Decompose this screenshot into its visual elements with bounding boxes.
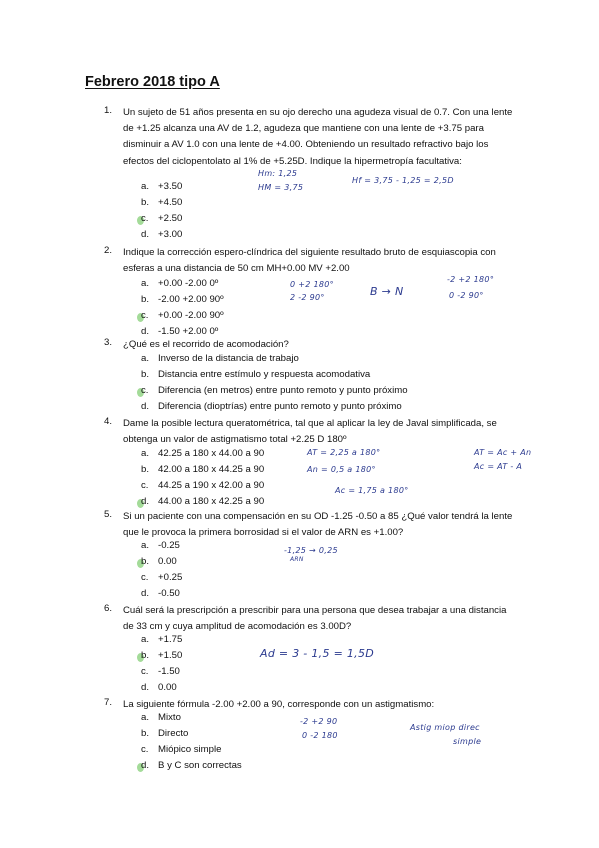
option-text: +2.50	[158, 213, 183, 224]
handwritten-note: AT = Ac + An	[474, 448, 532, 457]
handwritten-note: 0 +2 180°	[290, 280, 334, 289]
option-text: +3.50	[158, 181, 183, 192]
option-5d	[0, 588, 599, 604]
option-text: 42.00 a 180 x 44.25 a 90	[158, 464, 265, 475]
option-3a	[0, 353, 599, 369]
option-3d	[0, 401, 599, 417]
option-text: -0.25	[158, 540, 180, 551]
option-text: Diferencia (en metros) entre punto remoto y punto próximo	[158, 385, 408, 396]
option-letter: c.	[141, 480, 149, 491]
option-text: Directo	[158, 728, 189, 739]
handwritten-note: HM = 3,75	[258, 183, 304, 192]
page-title: Febrero 2018 tipo A	[85, 74, 220, 90]
handwritten-note: An = 0,5 a 180°	[307, 465, 376, 474]
option-letter: b.	[141, 556, 150, 567]
question-number: 6.	[104, 603, 113, 614]
option-letter: d.	[141, 496, 150, 507]
option-letter: b.	[141, 650, 150, 661]
option-text: 0.00	[158, 556, 177, 567]
handwritten-note: 0 -2 180	[302, 731, 338, 740]
option-text: +0.00 -2.00 0º	[158, 278, 219, 289]
option-text: Inverso de la distancia de trabajo	[158, 353, 299, 364]
option-letter: a.	[141, 634, 150, 645]
question-text: Dame la posible lectura queratométrica, tal que al aplicar la ley de Javal simplificada, se obtenga un valor de astigmatismo total +2.25 D 180º	[123, 418, 497, 446]
handwritten-note: simple	[453, 737, 482, 746]
option-letter: a.	[141, 278, 150, 289]
option-letter: a.	[141, 712, 150, 723]
option-1c	[0, 213, 599, 229]
option-text: -2.00 +2.00 90º	[158, 294, 224, 305]
option-text: -1.50	[158, 666, 180, 677]
option-letter: d.	[141, 760, 150, 771]
question-text: ¿Qué es el recorrido de acomodación?	[123, 339, 289, 350]
option-text: 0.00	[158, 682, 177, 693]
option-text: +1.50	[158, 650, 183, 661]
option-text: Distancia entre estímulo y respuesta acomodativa	[158, 369, 371, 380]
handwritten-note: 2 -2 90°	[290, 293, 325, 302]
option-text: Miópico simple	[158, 744, 222, 755]
option-letter: d.	[141, 588, 150, 599]
question-number: 7.	[104, 697, 113, 708]
question-text: La siguiente fórmula -2.00 +2.00 a 90, corresponde con un astigmatismo:	[123, 699, 435, 710]
option-letter: a.	[141, 353, 150, 364]
question-text: Un sujeto de 51 años presenta en su ojo derecho una agudeza visual de 0.7. Con una lente de +1.25 alcanza una AV de 1.2, agudeza que mantiene con una lente de +3.75 para disminuir a AV 1.0 con una lente de +4.00. Obteniendo un resultado refractivo bajo los efectos del ciclopentolato al 1% de +5.25D. Indique la hipermetropía facultativa:	[123, 107, 513, 167]
option-6c	[0, 666, 599, 682]
option-text: Mixto	[158, 712, 181, 723]
question-text: Indique la corrección espero-clíndrica del siguiente resultado bruto de esquiascopia con esferas a una distancia de 50 cm MH+0.00 MV +2.00	[123, 247, 496, 275]
option-letter: c.	[141, 310, 149, 321]
option-letter: c.	[141, 666, 149, 677]
option-letter: b.	[141, 197, 150, 208]
option-6d	[0, 682, 599, 698]
question-number: 3.	[104, 337, 113, 348]
option-text: 44.00 a 180 x 42.25 a 90	[158, 496, 265, 507]
handwritten-note: -2 +2 180°	[447, 275, 495, 284]
option-2c	[0, 310, 599, 326]
option-1b	[0, 197, 599, 213]
option-letter: d.	[141, 401, 150, 412]
question-number: 4.	[104, 416, 113, 427]
option-letter: c.	[141, 572, 149, 583]
option-letter: c.	[141, 213, 149, 224]
option-letter: d.	[141, 326, 150, 337]
option-text: +3.00	[158, 229, 183, 240]
option-letter: c.	[141, 385, 149, 396]
handwritten-note: B → N	[370, 285, 404, 298]
handwritten-note: Ad = 3 - 1,5 = 1,5D	[260, 647, 375, 660]
handwritten-note: AT = 2,25 a 180°	[307, 448, 381, 457]
option-letter: c.	[141, 744, 149, 755]
handwritten-note: Ac = 1,75 a 180°	[335, 486, 409, 495]
option-text: +0.25	[158, 572, 183, 583]
option-text: Diferencia (dioptrías) entre punto remoto y punto próximo	[158, 401, 402, 412]
option-letter: d.	[141, 682, 150, 693]
question-number: 2.	[104, 245, 113, 256]
handwritten-note: 0 -2 90°	[449, 291, 484, 300]
option-letter: a.	[141, 181, 150, 192]
handwritten-note: Ac = AT - A	[474, 462, 523, 471]
option-text: +1.75	[158, 634, 183, 645]
option-text: 42.25 a 180 x 44.00 a 90	[158, 448, 265, 459]
option-text: -1.50 +2.00 0º	[158, 326, 219, 337]
question-text: Si un paciente con una compensación en su OD -1.25 -0.50 a 85 ¿Qué valor tendrá la lente que le provoca la primera borrosidad si el valor de ARN es +1.00?	[123, 511, 513, 539]
option-letter: a.	[141, 540, 150, 551]
handwritten-note: Astig miop direc	[410, 723, 480, 732]
option-7c	[0, 744, 599, 760]
option-1d	[0, 229, 599, 245]
question-number: 1.	[104, 105, 113, 116]
option-letter: d.	[141, 229, 150, 240]
option-5c	[0, 572, 599, 588]
option-text: 44.25 a 190 x 42.00 a 90	[158, 480, 265, 491]
handwritten-note: ARN	[290, 556, 304, 563]
handwritten-note: -1,25 → 0,25	[284, 546, 338, 555]
option-7b	[0, 728, 599, 744]
option-letter: b.	[141, 728, 150, 739]
option-7d	[0, 760, 599, 776]
handwritten-note: Hf = 3,75 - 1,25 = 2,5D	[352, 176, 454, 185]
option-4c	[0, 480, 599, 496]
handwritten-note: Hm: 1,25	[258, 169, 298, 178]
option-text: B y C son correctas	[158, 760, 242, 771]
question-text: Cuál será la prescripción a prescribir para una persona que desea trabajar a una distancia de 33 cm y cuya amplitud de acomodación es 3.00D?	[123, 605, 507, 633]
option-text: -0.50	[158, 588, 180, 599]
option-text: +0.00 -2.00 90º	[158, 310, 224, 321]
option-letter: b.	[141, 294, 150, 305]
handwritten-note: -2 +2 90	[300, 717, 338, 726]
option-letter: a.	[141, 448, 150, 459]
option-3c	[0, 385, 599, 401]
option-letter: b.	[141, 369, 150, 380]
option-text: +4.50	[158, 197, 183, 208]
option-3b	[0, 369, 599, 385]
option-letter: b.	[141, 464, 150, 475]
question-number: 5.	[104, 509, 113, 520]
